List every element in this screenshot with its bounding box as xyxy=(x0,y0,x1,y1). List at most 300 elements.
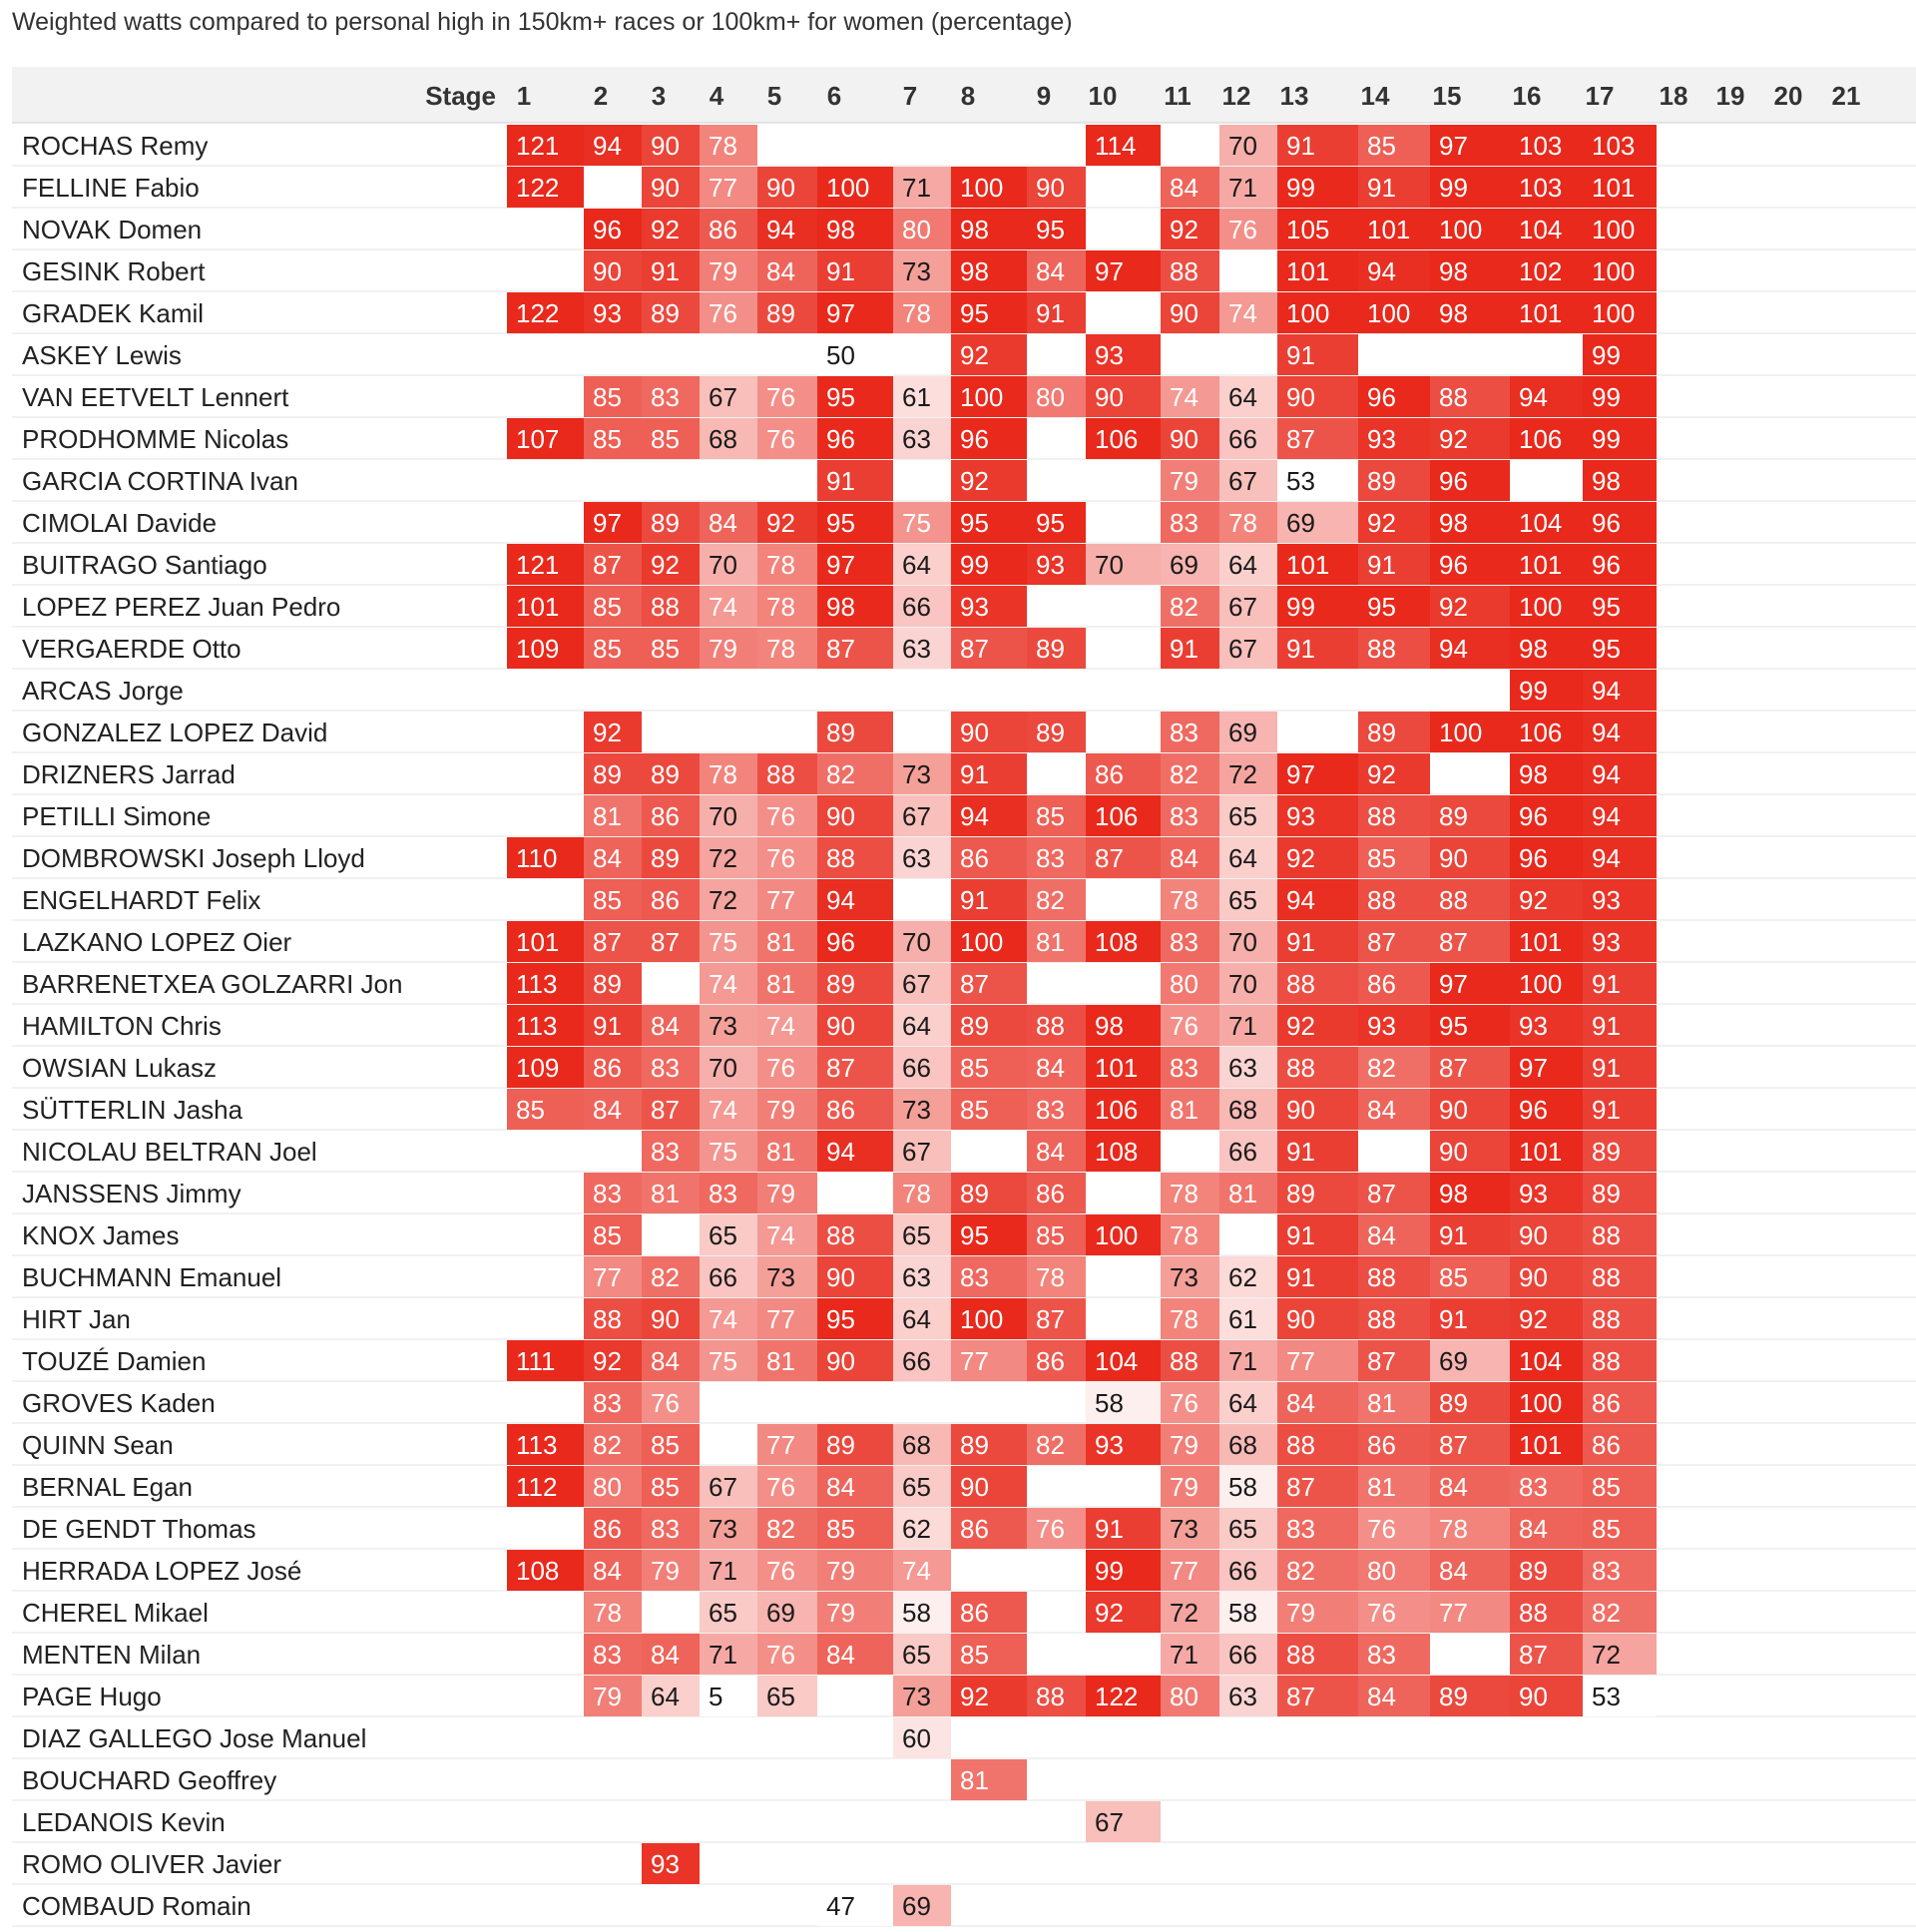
cell-value-label: 88 xyxy=(1367,1304,1396,1334)
cell-value-label: 87 xyxy=(593,927,622,957)
cell-value-label: 122 xyxy=(516,298,560,328)
cell-value-label: 98 xyxy=(826,592,855,622)
cell-value-label: 113 xyxy=(516,1430,558,1460)
cell-value-label: 94 xyxy=(1592,801,1621,831)
cell-value-label: 97 xyxy=(1095,256,1124,286)
row-label: GARCIA CORTINA Ivan xyxy=(22,466,298,496)
cell-value-label: 92 xyxy=(1286,843,1315,873)
cell-value-label: 78 xyxy=(709,131,737,161)
cell-value-label: 95 xyxy=(960,508,989,538)
cell-value-label: 76 xyxy=(651,1388,680,1418)
cell-value-label: 66 xyxy=(902,592,931,622)
cell-value-label: 83 xyxy=(651,1137,680,1167)
cell-value-label: 85 xyxy=(826,1514,855,1544)
cell-value-label: 53 xyxy=(1592,1682,1621,1711)
row-label: VAN EETVELT Lennert xyxy=(22,382,289,412)
cell-value-label: 108 xyxy=(1095,927,1139,957)
cell-value-label: 89 xyxy=(651,759,680,789)
cell-value-label: 84 xyxy=(651,1640,680,1670)
cell-value-label: 72 xyxy=(1170,1598,1198,1628)
cell-value-label: 73 xyxy=(902,759,931,789)
cell-value-label: 87 xyxy=(651,927,680,957)
row-label: SÜTTERLIN Jasha xyxy=(22,1095,243,1125)
cell-value-label: 96 xyxy=(826,927,855,957)
cell-value-label: 80 xyxy=(593,1472,622,1502)
cell-value-label: 77 xyxy=(1286,1346,1315,1376)
cell-value-label: 66 xyxy=(1228,1556,1257,1586)
cell-value-label: 90 xyxy=(1286,1304,1315,1334)
cell-value-label: 86 xyxy=(709,215,737,244)
cell-value-label: 101 xyxy=(1519,298,1563,328)
row-label: VERGAERDE Otto xyxy=(22,634,241,664)
cell-value-label: 98 xyxy=(1439,1179,1468,1208)
cell-value-label: 69 xyxy=(1228,718,1257,747)
cell-value-label: 93 xyxy=(651,1849,680,1879)
cell-value-label: 95 xyxy=(960,298,989,328)
cell-value-label: 79 xyxy=(826,1556,855,1586)
row-label: CHEREL Mikael xyxy=(22,1598,209,1628)
cell-value-label: 96 xyxy=(1592,508,1621,538)
cell-value-label: 106 xyxy=(1519,718,1563,747)
cell-value-label: 80 xyxy=(902,215,931,244)
cell-value-label: 70 xyxy=(709,550,737,580)
cell-value-label: 65 xyxy=(1228,801,1257,831)
row-label: LOPEZ PEREZ Juan Pedro xyxy=(22,592,341,622)
cell-value-label: 82 xyxy=(1286,1556,1315,1586)
cell-value-label: 88 xyxy=(1170,256,1198,286)
cell-value-label: 92 xyxy=(960,1682,989,1711)
cell-value-label: 81 xyxy=(1367,1388,1396,1418)
cell-value-label: 90 xyxy=(1170,298,1198,328)
cell-value-label: 88 xyxy=(1170,1346,1198,1376)
cell-value-label: 83 xyxy=(593,1388,622,1418)
cell-value-label: 92 xyxy=(960,340,989,370)
cell-value-label: 88 xyxy=(651,592,680,622)
cell-value-label: 103 xyxy=(1519,173,1563,203)
cell-value-label: 86 xyxy=(1036,1179,1065,1208)
cell-value-label: 72 xyxy=(1228,759,1257,789)
row-label: COMBAUD Romain xyxy=(22,1891,251,1921)
cell-value-label: 76 xyxy=(766,382,795,412)
cell-value-label: 88 xyxy=(826,1220,855,1250)
cell-value-label: 83 xyxy=(1036,1095,1065,1125)
cell-value-label: 82 xyxy=(1036,885,1065,915)
cell-value-label: 84 xyxy=(826,1640,855,1670)
cell-value-label: 90 xyxy=(1286,1095,1315,1125)
cell-value-label: 86 xyxy=(1592,1388,1621,1418)
cell-value-label: 78 xyxy=(1170,1304,1198,1334)
cell-value-label: 76 xyxy=(766,1053,795,1083)
cell-value-label: 90 xyxy=(651,1304,680,1334)
cell-value-label: 91 xyxy=(1286,340,1315,370)
cell-value-label: 94 xyxy=(593,131,622,161)
cell-value-label: 103 xyxy=(1519,131,1563,161)
cell-value-label: 87 xyxy=(593,550,622,580)
cell-value-label: 70 xyxy=(1228,131,1257,161)
cell-value-label: 73 xyxy=(709,1011,737,1041)
cell-value-label: 78 xyxy=(766,550,795,580)
cell-value-label: 122 xyxy=(1095,1682,1139,1711)
cell-value-label: 85 xyxy=(1036,801,1065,831)
cell-value-label: 70 xyxy=(709,801,737,831)
column-header-stage-3: 3 xyxy=(651,81,667,111)
cell-value-label: 113 xyxy=(516,1011,558,1041)
cell-value-label: 91 xyxy=(1286,131,1315,161)
cell-value-label: 100 xyxy=(1519,1388,1563,1418)
row-label: MENTEN Milan xyxy=(22,1640,202,1670)
cell-value-label: 85 xyxy=(1367,131,1396,161)
cell-value-label: 79 xyxy=(766,1179,795,1208)
cell-value-label: 100 xyxy=(960,382,1004,412)
cell-value-label: 93 xyxy=(1592,885,1621,915)
cell-value-label: 91 xyxy=(1592,1011,1621,1041)
cell-value-label: 86 xyxy=(826,1095,855,1125)
cell-value-label: 53 xyxy=(1286,466,1315,496)
cell-value-label: 85 xyxy=(593,634,622,664)
cell-value-label: 93 xyxy=(1519,1011,1548,1041)
cell-value-label: 93 xyxy=(960,592,989,622)
cell-value-label: 65 xyxy=(902,1472,931,1502)
cell-value-label: 85 xyxy=(1592,1472,1621,1502)
cell-value-label: 79 xyxy=(1170,1472,1198,1502)
cell-value-label: 67 xyxy=(709,1472,737,1502)
cell-value-label: 78 xyxy=(766,634,795,664)
cell-value-label: 79 xyxy=(1286,1598,1315,1628)
cell-value-label: 71 xyxy=(902,173,931,203)
cell-value-label: 73 xyxy=(902,256,931,286)
cell-value-label: 83 xyxy=(709,1179,737,1208)
cell-value-label: 69 xyxy=(1286,508,1315,538)
cell-value-label: 83 xyxy=(1592,1556,1621,1586)
row-label: BERNAL Egan xyxy=(22,1472,194,1502)
cell-value-label: 67 xyxy=(902,1137,931,1167)
cell-value-label: 88 xyxy=(1592,1304,1621,1334)
cell-value-label: 70 xyxy=(709,1053,737,1083)
row-label: FELLINE Fabio xyxy=(22,173,200,203)
row-label: PETILLI Simone xyxy=(22,801,212,831)
cell-value-label: 72 xyxy=(709,843,737,873)
cell-value-label: 81 xyxy=(1036,927,1065,957)
cell-value-label: 101 xyxy=(1592,173,1636,203)
cell-value-label: 101 xyxy=(1367,215,1411,244)
cell-value-label: 89 xyxy=(593,969,622,999)
row-label: NICOLAU BELTRAN Joel xyxy=(22,1137,317,1167)
cell-value-label: 98 xyxy=(960,256,989,286)
cell-value-label: 66 xyxy=(902,1346,931,1376)
cell-value-label: 81 xyxy=(1170,1095,1198,1125)
column-header-stage-6: 6 xyxy=(826,81,842,111)
cell-value-label: 88 xyxy=(593,1304,622,1334)
cell-value-label: 89 xyxy=(651,843,680,873)
cell-value-label: 86 xyxy=(960,1514,989,1544)
cell-value-label: 58 xyxy=(1228,1472,1257,1502)
cell-value-label: 84 xyxy=(826,1472,855,1502)
cell-value-label: 87 xyxy=(1367,927,1396,957)
cell-value-label: 105 xyxy=(1286,215,1330,244)
cell-value-label: 84 xyxy=(1439,1556,1468,1586)
cell-value-label: 95 xyxy=(1367,592,1396,622)
cell-value-label: 60 xyxy=(902,1723,931,1753)
cell-value-label: 88 xyxy=(1036,1011,1065,1041)
cell-value-label: 83 xyxy=(1170,718,1198,747)
cell-value-label: 87 xyxy=(960,634,989,664)
cell-value-label: 78 xyxy=(766,592,795,622)
cell-value-label: 89 xyxy=(960,1011,989,1041)
cell-value-label: 88 xyxy=(1592,1220,1621,1250)
cell-value-label: 83 xyxy=(1170,508,1198,538)
cell-value-label: 103 xyxy=(1592,131,1636,161)
cell-value-label: 88 xyxy=(1367,1262,1396,1292)
cell-value-label: 84 xyxy=(709,508,737,538)
cell-value-label: 104 xyxy=(1519,508,1563,538)
cell-value-label: 88 xyxy=(1286,1053,1315,1083)
cell-value-label: 100 xyxy=(1439,718,1483,747)
row-label: HAMILTON Chris xyxy=(22,1011,222,1041)
cell-value-label: 100 xyxy=(1519,592,1563,622)
cell-value-label: 71 xyxy=(709,1556,737,1586)
cell-value-label: 89 xyxy=(651,298,680,328)
cell-value-label: 99 xyxy=(1592,424,1621,454)
row-label: BARRENETXEA GOLZARRI Jon xyxy=(22,969,403,999)
cell-value-label: 111 xyxy=(516,1346,556,1376)
cell-value-label: 90 xyxy=(1439,843,1468,873)
cell-value-label: 5 xyxy=(709,1682,723,1711)
cell-value-label: 75 xyxy=(709,1346,737,1376)
row-label: GONZALEZ LOPEZ David xyxy=(22,718,328,747)
cell-value-label: 87 xyxy=(1095,843,1124,873)
cell-value-label: 87 xyxy=(1367,1179,1396,1208)
cell-value-label: 89 xyxy=(651,508,680,538)
cell-value-label: 69 xyxy=(766,1598,795,1628)
cell-value-label: 89 xyxy=(1439,1388,1468,1418)
cell-value-label: 88 xyxy=(1286,969,1315,999)
cell-value-label: 50 xyxy=(826,340,855,370)
cell-value-label: 78 xyxy=(1036,1262,1065,1292)
column-header-stage-12: 12 xyxy=(1221,81,1251,111)
cell-value-label: 79 xyxy=(651,1556,680,1586)
cell-value-label: 87 xyxy=(1367,1346,1396,1376)
cell-value-label: 78 xyxy=(1228,508,1257,538)
cell-value-label: 83 xyxy=(651,382,680,412)
column-header-stage-2: 2 xyxy=(593,81,609,111)
cell-value-label: 85 xyxy=(516,1095,545,1125)
cell-value-label: 93 xyxy=(1286,801,1315,831)
cell-value-label: 63 xyxy=(902,424,931,454)
cell-value-label: 92 xyxy=(593,1346,622,1376)
cell-value-label: 93 xyxy=(1367,1011,1396,1041)
cell-value-label: 90 xyxy=(1439,1137,1468,1167)
cell-value-label: 101 xyxy=(1095,1053,1139,1083)
cell-value-label: 67 xyxy=(1228,466,1257,496)
cell-value-label: 90 xyxy=(651,131,680,161)
cell-value-label: 66 xyxy=(1228,1640,1257,1670)
cell-value-label: 71 xyxy=(1228,1011,1257,1041)
column-header-stage-8: 8 xyxy=(960,81,976,111)
column-header-stage-18: 18 xyxy=(1659,81,1688,111)
cell-value-label: 74 xyxy=(709,969,737,999)
cell-value-label: 84 xyxy=(1519,1514,1548,1544)
cell-value-label: 81 xyxy=(1367,1472,1396,1502)
cell-value-label: 121 xyxy=(516,550,560,580)
cell-value-label: 77 xyxy=(593,1262,622,1292)
cell-value-label: 98 xyxy=(1095,1011,1124,1041)
cell-value-label: 78 xyxy=(902,1179,931,1208)
cell-value-label: 84 xyxy=(1439,1472,1468,1502)
row-label: ASKEY Lewis xyxy=(22,340,182,370)
cell-value-label: 92 xyxy=(766,508,795,538)
cell-value-label: 100 xyxy=(1367,298,1411,328)
cell-value-label: 97 xyxy=(826,298,855,328)
cell-value-label: 101 xyxy=(1519,1137,1563,1167)
cell-value-label: 76 xyxy=(1170,1388,1198,1418)
cell-value-label: 101 xyxy=(516,927,560,957)
cell-value-label: 69 xyxy=(1439,1346,1468,1376)
cell-value-label: 84 xyxy=(1367,1095,1396,1125)
cell-value-label: 68 xyxy=(902,1430,931,1460)
cell-value-label: 86 xyxy=(651,885,680,915)
cell-value-label: 88 xyxy=(826,843,855,873)
cell-value-label: 92 xyxy=(1519,1304,1548,1334)
cell-value-label: 98 xyxy=(1439,508,1468,538)
cell-value-label: 104 xyxy=(1095,1346,1139,1376)
cell-value-label: 92 xyxy=(960,466,989,496)
cell-value-label: 86 xyxy=(1095,759,1124,789)
row-label: LAZKANO LOPEZ Oier xyxy=(22,927,292,957)
row-label: ROMO OLIVER Javier xyxy=(22,1849,282,1879)
column-header-stage-13: 13 xyxy=(1279,81,1309,111)
cell-value-label: 63 xyxy=(1228,1053,1257,1083)
cell-value-label: 61 xyxy=(1228,1304,1257,1334)
cell-value-label: 94 xyxy=(960,801,989,831)
row-label: BOUCHARD Geoffrey xyxy=(22,1765,277,1795)
cell-value-label: 90 xyxy=(1519,1262,1548,1292)
cell-value-label: 76 xyxy=(1367,1598,1396,1628)
cell-value-label: 95 xyxy=(1036,215,1065,244)
cell-value-label: 86 xyxy=(1367,969,1396,999)
cell-value-label: 66 xyxy=(709,1262,737,1292)
cell-value-label: 90 xyxy=(826,1262,855,1292)
cell-value-label: 65 xyxy=(1228,885,1257,915)
cell-value-label: 84 xyxy=(1367,1682,1396,1711)
cell-value-label: 73 xyxy=(1170,1262,1198,1292)
cell-value-label: 93 xyxy=(1367,424,1396,454)
cell-value-label: 83 xyxy=(1170,927,1198,957)
cell-value-label: 101 xyxy=(1519,550,1563,580)
cell-value-label: 90 xyxy=(826,1346,855,1376)
cell-value-label: 80 xyxy=(1367,1556,1396,1586)
cell-value-label: 84 xyxy=(651,1011,680,1041)
cell-value-label: 64 xyxy=(651,1682,680,1711)
cell-value-label: 72 xyxy=(1592,1640,1621,1670)
cell-value-label: 91 xyxy=(1592,1095,1621,1125)
cell-value-label: 93 xyxy=(593,298,622,328)
cell-value-label: 81 xyxy=(766,927,795,957)
row-label: DE GENDT Thomas xyxy=(22,1514,256,1544)
cell-value-label: 92 xyxy=(1439,424,1468,454)
cell-value-label: 99 xyxy=(1286,592,1315,622)
cell-value-label: 81 xyxy=(766,1346,795,1376)
cell-value-label: 88 xyxy=(1439,885,1468,915)
cell-value-label: 66 xyxy=(1228,1137,1257,1167)
cell-value-label: 96 xyxy=(826,424,855,454)
cell-value-label: 96 xyxy=(960,424,989,454)
cell-value-label: 88 xyxy=(1036,1682,1065,1711)
cell-value-label: 81 xyxy=(593,801,622,831)
cell-value-label: 77 xyxy=(766,885,795,915)
cell-value-label: 83 xyxy=(1036,843,1065,873)
cell-value-label: 95 xyxy=(826,1304,855,1334)
cell-value-label: 78 xyxy=(1170,1220,1198,1250)
cell-value-label: 78 xyxy=(1170,885,1198,915)
cell-value-label: 89 xyxy=(1439,1682,1468,1711)
cell-value-label: 67 xyxy=(902,801,931,831)
cell-value-label: 90 xyxy=(960,718,989,747)
cell-value-label: 74 xyxy=(766,1220,795,1250)
column-header-stage-9: 9 xyxy=(1036,81,1052,111)
cell-value-label: 84 xyxy=(766,256,795,286)
cell-value-label: 79 xyxy=(1170,1430,1198,1460)
cell-value-label: 89 xyxy=(1367,718,1396,747)
cell-value-label: 94 xyxy=(1439,634,1468,664)
cell-value-label: 62 xyxy=(1228,1262,1257,1292)
header-stage-label: Stage xyxy=(425,81,496,111)
cell-value-label: 98 xyxy=(1439,256,1468,286)
chart-title: Weighted watts compared to personal high in 150km+ races or 100km+ for women (percentage) xyxy=(12,8,1073,36)
cell-value-label: 63 xyxy=(902,634,931,664)
cell-value-label: 102 xyxy=(1519,256,1563,286)
cell-value-label: 90 xyxy=(593,256,622,286)
cell-value-label: 85 xyxy=(960,1053,989,1083)
row-label: NOVAK Domen xyxy=(22,215,203,244)
cell-value-label: 93 xyxy=(1036,550,1065,580)
cell-value-label: 98 xyxy=(1519,634,1548,664)
cell-value-label: 90 xyxy=(1439,1095,1468,1125)
cell-value-label: 63 xyxy=(1228,1682,1257,1711)
cell-value-label: 114 xyxy=(1095,131,1137,161)
cell-value-label: 100 xyxy=(1095,1220,1139,1250)
cell-value-label: 101 xyxy=(516,592,560,622)
cell-value-label: 75 xyxy=(709,1137,737,1167)
cell-value-label: 84 xyxy=(1036,1053,1065,1083)
cell-value-label: 77 xyxy=(766,1430,795,1460)
cell-value-label: 83 xyxy=(1170,801,1198,831)
cell-value-label: 74 xyxy=(709,592,737,622)
cell-value-label: 85 xyxy=(960,1095,989,1125)
row-label: PRODHOMME Nicolas xyxy=(22,424,289,454)
cell-value-label: 91 xyxy=(1439,1304,1468,1334)
cell-value-label: 96 xyxy=(593,215,622,244)
cell-value-label: 64 xyxy=(902,550,931,580)
cell-value-label: 68 xyxy=(709,424,737,454)
cell-value-label: 47 xyxy=(826,1891,855,1921)
cell-value-label: 87 xyxy=(1439,1430,1468,1460)
cell-value-label: 73 xyxy=(1170,1514,1198,1544)
cell-value-label: 109 xyxy=(516,634,560,664)
column-header-stage-1: 1 xyxy=(516,81,532,111)
cell-value-label: 89 xyxy=(1592,1137,1621,1167)
cell-value-label: 76 xyxy=(1367,1514,1396,1544)
cell-value-label: 97 xyxy=(1519,1053,1548,1083)
cell-value-label: 99 xyxy=(1592,340,1621,370)
cell-value-label: 84 xyxy=(593,843,622,873)
cell-value-label: 76 xyxy=(1170,1011,1198,1041)
cell-value-label: 71 xyxy=(1228,173,1257,203)
cell-value-label: 70 xyxy=(1228,927,1257,957)
cell-value-label: 101 xyxy=(1286,550,1330,580)
cell-value-label: 65 xyxy=(1228,1514,1257,1544)
column-header-stage-10: 10 xyxy=(1088,81,1118,111)
column-header-stage-19: 19 xyxy=(1715,81,1745,111)
